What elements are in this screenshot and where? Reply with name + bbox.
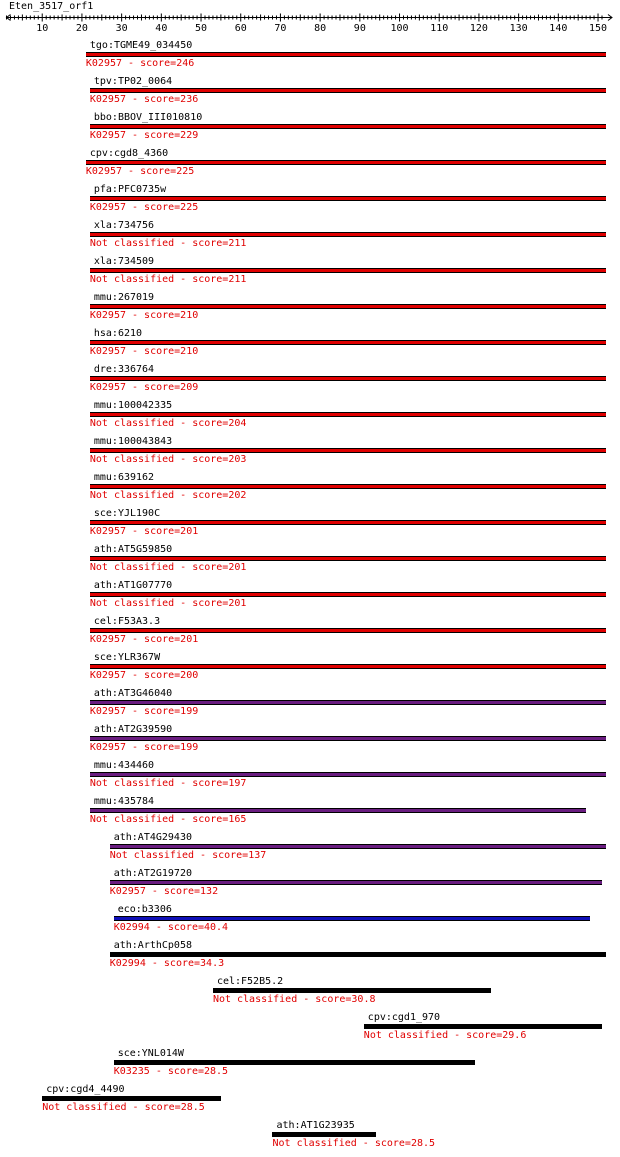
hit-bar[interactable] — [90, 736, 606, 741]
hit-name[interactable]: eco:b3306 — [117, 904, 172, 915]
hit-bar[interactable] — [90, 700, 606, 705]
hit-bar[interactable] — [110, 952, 606, 957]
ruler-tick-label: 70 — [274, 23, 287, 34]
ruler-tick-label: 30 — [115, 23, 128, 34]
hit-name[interactable]: xla:734509 — [93, 256, 155, 267]
hit-name[interactable]: mmu:434460 — [93, 760, 155, 771]
hit-score-label: K02957 - score=209 — [89, 382, 199, 393]
hit-bar[interactable] — [90, 628, 606, 633]
hit-score-label: K02957 - score=201 — [89, 634, 199, 645]
hit-score-label: K02957 - score=246 — [85, 58, 195, 69]
hit-name[interactable]: ath:AT1G23935 — [276, 1120, 355, 1131]
hit-score-label: K02957 - score=199 — [89, 706, 199, 717]
hit-name[interactable]: bbo:BBOV_III010810 — [93, 112, 203, 123]
hit-name[interactable]: mmu:435784 — [93, 796, 155, 807]
hit-bar[interactable] — [90, 124, 606, 129]
hit-bar[interactable] — [110, 880, 602, 885]
hit-name[interactable]: cel:F52B5.2 — [216, 976, 284, 987]
hit-score-label: K02957 - score=210 — [89, 346, 199, 357]
hit-name[interactable]: ath:ArthCp058 — [113, 940, 192, 951]
hit-bar[interactable] — [272, 1132, 375, 1137]
ruler-tick-label: 60 — [234, 23, 247, 34]
hit-bar[interactable] — [90, 88, 606, 93]
hit-score-label: Not classified - score=211 — [89, 238, 247, 249]
hit-bar[interactable] — [90, 268, 606, 273]
hit-bar[interactable] — [90, 520, 606, 525]
hit-bar[interactable] — [90, 484, 606, 489]
hit-score-label: Not classified - score=201 — [89, 562, 247, 573]
hit-bar[interactable] — [90, 556, 606, 561]
ruler-tick-label: 100 — [390, 23, 409, 34]
hit-name[interactable]: hsa:6210 — [93, 328, 143, 339]
hit-bar[interactable] — [213, 988, 491, 993]
hit-name[interactable]: cpv:cgd4_4490 — [46, 1084, 125, 1095]
hit-name[interactable]: mmu:100042335 — [93, 400, 173, 411]
hit-score-label: Not classified - score=30.8 — [212, 994, 376, 1005]
hit-bar[interactable] — [110, 844, 606, 849]
hit-bar[interactable] — [90, 340, 606, 345]
hit-score-label: Not classified - score=203 — [89, 454, 247, 465]
hit-score-label: K02957 - score=225 — [89, 202, 199, 213]
hit-bar[interactable] — [90, 772, 606, 777]
hit-bar[interactable] — [90, 412, 606, 417]
hit-score-label: K02957 - score=236 — [89, 94, 199, 105]
ruler-tick-label: 150 — [588, 23, 608, 34]
hit-bar[interactable] — [86, 52, 606, 57]
hit-score-label: Not classified - score=165 — [89, 814, 247, 825]
ruler-tick-label: 40 — [155, 23, 168, 34]
ruler-tick-label: 110 — [430, 23, 449, 34]
hit-name[interactable]: ath:AT5G59850 — [93, 544, 173, 555]
hit-bar[interactable] — [90, 196, 606, 201]
hit-name[interactable]: tgo:TGME49_034450 — [89, 40, 193, 51]
hit-name[interactable]: pfa:PFC0735w — [93, 184, 167, 195]
hit-score-label: Not classified - score=202 — [89, 490, 247, 501]
ruler-tick-label: 50 — [195, 23, 208, 34]
hit-bar[interactable] — [90, 448, 606, 453]
hit-score-label: K02957 - score=229 — [89, 130, 199, 141]
hit-bar[interactable] — [90, 664, 606, 669]
hit-score-label: K02957 - score=132 — [109, 886, 219, 897]
hit-score-label: K02957 - score=210 — [89, 310, 199, 321]
hit-score-label: Not classified - score=211 — [89, 274, 247, 285]
hit-bar[interactable] — [114, 916, 590, 921]
hit-name[interactable]: sce:YLR367W — [93, 652, 161, 663]
hit-score-label: K02957 - score=201 — [89, 526, 199, 537]
hit-name[interactable]: cel:F53A3.3 — [93, 616, 161, 627]
hit-score-label: Not classified - score=29.6 — [363, 1030, 527, 1041]
hit-score-label: K02994 - score=34.3 — [109, 958, 225, 969]
hit-name[interactable]: sce:YNL014W — [117, 1048, 184, 1059]
hit-score-label: Not classified - score=197 — [89, 778, 247, 789]
hit-name[interactable]: ath:AT2G19720 — [113, 868, 192, 879]
hit-name[interactable]: cpv:cgd1_970 — [367, 1012, 441, 1023]
hit-score-label: Not classified - score=28.5 — [272, 1138, 436, 1149]
ruler-tick-label: 140 — [549, 23, 568, 34]
hit-bar[interactable] — [90, 304, 606, 309]
hit-score-label: K02957 - score=199 — [89, 742, 199, 753]
hit-name[interactable]: sce:YJL190C — [93, 508, 161, 519]
hit-score-label: Not classified - score=204 — [89, 418, 247, 429]
ruler-tick-label: 10 — [36, 23, 49, 34]
ruler-tick-label: 90 — [353, 23, 366, 34]
hit-bar[interactable] — [114, 1060, 475, 1065]
hit-score-label: Not classified - score=28.5 — [42, 1102, 205, 1113]
ruler-tick-label: 120 — [469, 23, 488, 34]
hit-bar[interactable] — [90, 376, 606, 381]
hit-name[interactable]: tpv:TP02_0064 — [93, 76, 173, 87]
hit-name[interactable]: mmu:267019 — [93, 292, 155, 303]
hit-name[interactable]: mmu:639162 — [93, 472, 155, 483]
hit-bar[interactable] — [90, 592, 606, 597]
hit-name[interactable]: dre:336764 — [93, 364, 155, 375]
hit-name[interactable]: mmu:100043843 — [93, 436, 173, 447]
ruler-tick-label: 80 — [314, 23, 327, 34]
query-title: Eten_3517_orf1 — [9, 1, 94, 12]
hit-score-label: K02957 - score=200 — [89, 670, 199, 681]
hit-name[interactable]: ath:AT4G29430 — [113, 832, 192, 843]
hit-name[interactable]: xla:734756 — [93, 220, 155, 231]
ruler-tick-label: 20 — [75, 23, 88, 34]
hit-score-label: Not classified - score=201 — [89, 598, 247, 609]
hit-bar[interactable] — [42, 1096, 221, 1101]
hit-bar[interactable] — [90, 232, 606, 237]
hit-score-label: Not classified - score=137 — [109, 850, 267, 861]
hit-score-label: K03235 - score=28.5 — [113, 1066, 229, 1077]
hit-bar[interactable] — [86, 160, 606, 165]
hit-bar[interactable] — [364, 1024, 602, 1029]
hit-bar[interactable] — [90, 808, 586, 813]
ruler-tick-label: 130 — [509, 23, 528, 34]
hit-name[interactable]: ath:AT3G46040 — [93, 688, 173, 699]
hit-name[interactable]: cpv:cgd8_4360 — [89, 148, 169, 159]
hit-score-label: K02957 - score=225 — [85, 166, 195, 177]
hit-name[interactable]: ath:AT2G39590 — [93, 724, 173, 735]
hit-name[interactable]: ath:AT1G07770 — [93, 580, 173, 591]
hit-score-label: K02994 - score=40.4 — [113, 922, 229, 933]
